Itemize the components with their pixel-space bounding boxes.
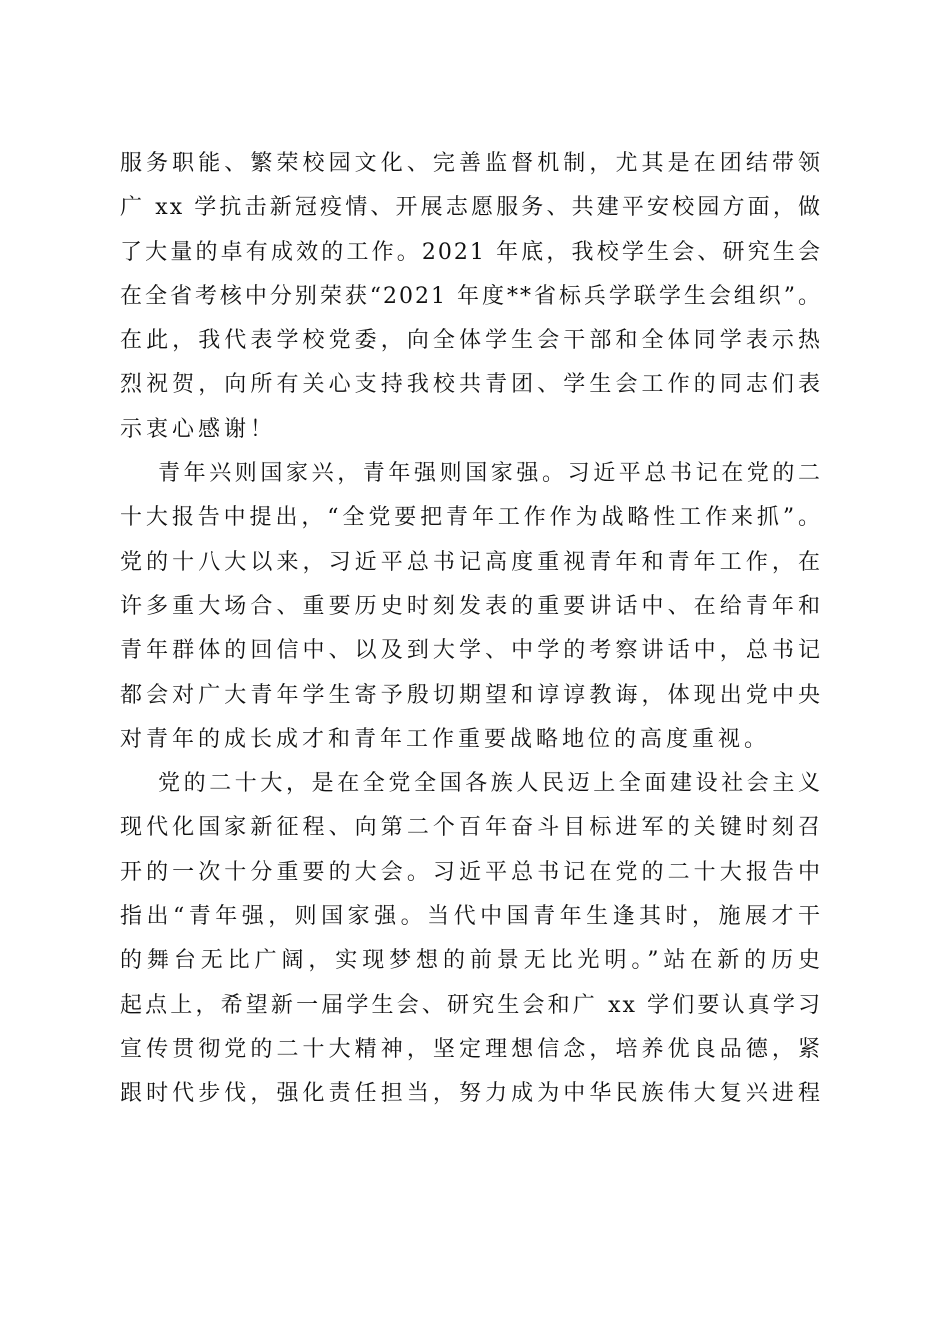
paragraph-3 bbox=[120, 766, 822, 1120]
text-line: 十大报告中提出，“全党要把青年工作作为战略性工作来抓”。 bbox=[120, 505, 822, 531]
body-text bbox=[120, 146, 822, 1121]
text-line: 在此，我代表学校党委，向全体学生会干部和全体同学表示热 bbox=[120, 328, 822, 354]
text-line: 许多重大场合、重要历史时刻发表的重要讲话中、在给青年和 bbox=[120, 593, 822, 619]
text-line: 青年群体的回信中、以及到大学、中学的考察讲话中，总书记 bbox=[120, 638, 822, 664]
text-line: 示衷心感谢！ bbox=[120, 416, 277, 442]
text-line: 党的二十大，是在全党全国各族人民迈上全面建设社会主义 bbox=[158, 771, 822, 797]
text-line: 在全省考核中分别荣获“2021 年度**省标兵学联学生会组织”。 bbox=[120, 283, 822, 309]
text-line: 广 xx 学抗击新冠疫情、开展志愿服务、共建平安校园方面，做 bbox=[120, 195, 822, 221]
text-line: 了大量的卓有成效的工作。2021 年底，我校学生会、研究生会 bbox=[120, 239, 822, 265]
text-line: 指出“青年强，则国家强。当代中国青年生逢其时，施展才干 bbox=[120, 904, 822, 930]
text-line: 跟时代步伐，强化责任担当，努力成为中华民族伟大复兴进程 bbox=[120, 1081, 822, 1107]
text-line: 都会对广大青年学生寄予殷切期望和谆谆教诲，体现出党中央 bbox=[120, 682, 822, 708]
text-line: 服务职能、繁荣校园文化、完善监督机制，尤其是在团结带领 bbox=[120, 151, 822, 176]
text-line: 的舞台无比广阔，实现梦想的前景无比光明。”站在新的历史 bbox=[120, 948, 822, 974]
text-line: 起点上，希望新一届学生会、研究生会和广 xx 学们要认真学习 bbox=[120, 992, 822, 1018]
paragraph-1 bbox=[120, 146, 822, 456]
text-line: 宣传贯彻党的二十大精神，坚定理想信念，培养优良品德，紧 bbox=[120, 1036, 822, 1062]
text-line: 青年兴则国家兴，青年强则国家强。习近平总书记在党的二 bbox=[158, 461, 822, 487]
paragraph-2 bbox=[120, 456, 822, 766]
text-line: 烈祝贺，向所有关心支持我校共青团、学生会工作的同志们表 bbox=[120, 372, 822, 398]
text-line: 对青年的成长成才和青年工作重要战略地位的高度重视。 bbox=[120, 726, 771, 752]
text-line: 党的十八大以来，习近平总书记高度重视青年和青年工作，在 bbox=[120, 549, 822, 575]
text-line: 开的一次十分重要的大会。习近平总书记在党的二十大报告中 bbox=[120, 859, 822, 885]
text-line: 现代化国家新征程、向第二个百年奋斗目标进军的关键时刻召 bbox=[120, 815, 822, 841]
